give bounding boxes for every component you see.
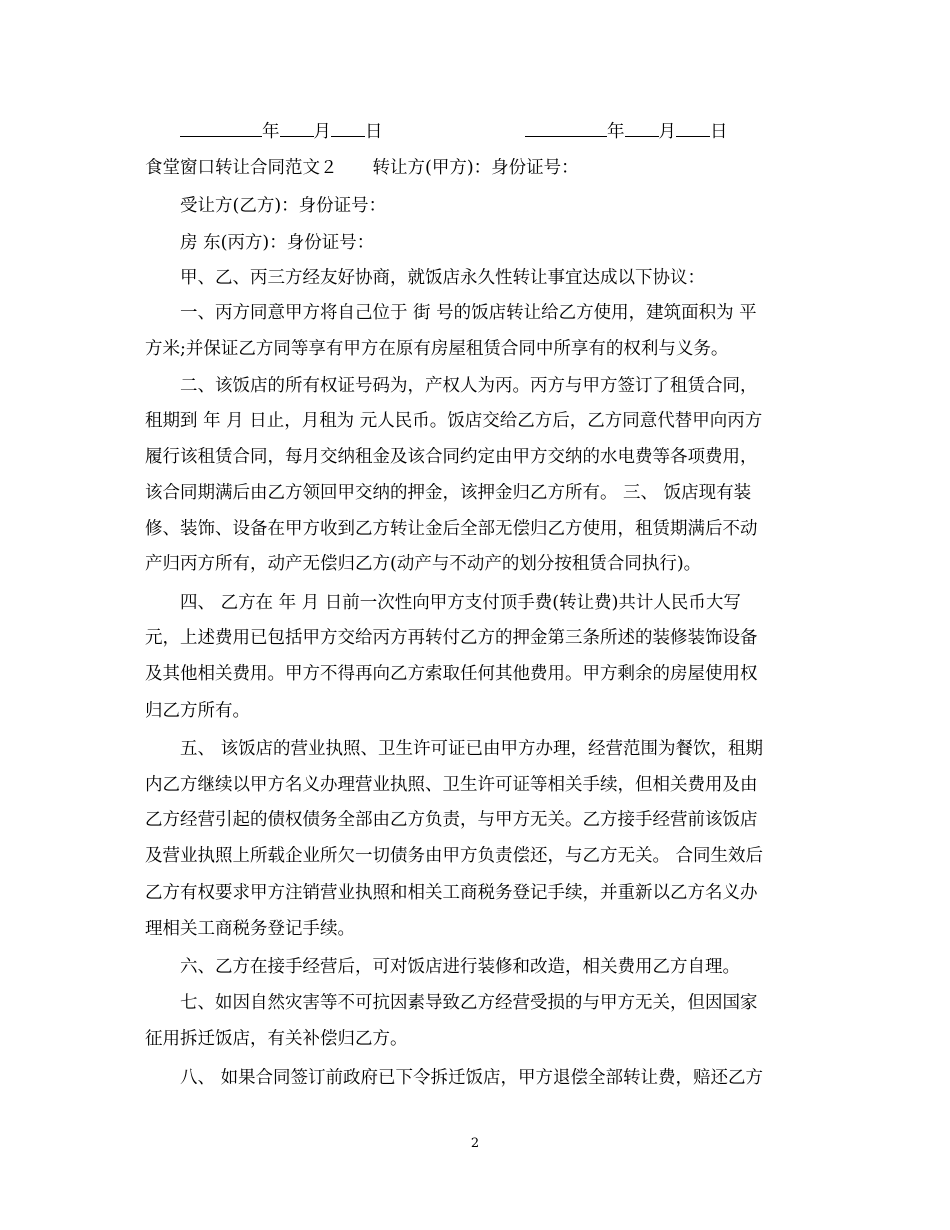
clause-5-line-3: 乙方经营引起的债权债务全部由乙方负责，与甲方无关。乙方接手经营前该饭店 bbox=[145, 810, 758, 830]
clause-3-line-1: 修、装饰、设备在甲方收到乙方转让金后全部无偿归乙方使用，租赁期满后不动 bbox=[145, 519, 758, 539]
year-blank bbox=[525, 118, 607, 137]
clause-4-line-3: 及其他相关费用。甲方不得再向乙方索取任何其他费用。甲方剩余的房屋使用权 bbox=[145, 664, 758, 684]
date-line-left bbox=[180, 118, 383, 144]
clause-5-line-4: 及营业执照上所载企业所欠一切债务由甲方负责偿还，与乙方无关。 合同生效后 bbox=[145, 846, 764, 866]
landlord-line: 房 东(丙方)：身份证号： bbox=[180, 233, 375, 253]
clause-1-line-2: 方米;并保证乙方同等享有甲方在原有房屋租赁合同中所享有的权利与义务。 bbox=[145, 339, 729, 359]
clause-2-line-1: 二、该饭店的所有权证号码为，产权人为丙。丙方与甲方签订了租赁合同， bbox=[180, 376, 758, 396]
clause-4-line-4: 归乙方所有。 bbox=[145, 701, 250, 721]
clause-4-line-2: 元，上述费用已包括甲方交给丙方再转付乙方的押金第三条所述的装修装饰设备 bbox=[145, 628, 758, 648]
clause-2-line-2: 租期到 年 月 日止，月租为 元人民币。饭店交给乙方后，乙方同意代替甲向丙方 bbox=[145, 411, 763, 431]
month-blank bbox=[280, 118, 314, 137]
clause-2-line-3: 履行该租赁合同，每月交纳租金及该合同约定由甲方交纳的水电费等各项费用， bbox=[145, 447, 758, 467]
clause-2-line-4: 该合同期满后由乙方领回甲交纳的押金，该押金归乙方所有。 三、 饭店现有装 bbox=[145, 483, 752, 503]
year-label: 年 bbox=[607, 122, 625, 142]
year-label: 年 bbox=[262, 122, 280, 142]
preamble-line: 甲、乙、丙三方经友好协商，就饭店永久性转让事宜达成以下协议： bbox=[180, 268, 705, 288]
clause-7-line-1: 七、如因自然灾害等不可抗因素导致乙方经营受损的与甲方无关，但因国家 bbox=[180, 993, 758, 1013]
clause-1-line-1: 一、丙方同意甲方将自己位于 街 号的饭店转让给乙方使用，建筑面积为 平 bbox=[180, 303, 757, 323]
clause-5-line-6: 理相关工商税务登记手续。 bbox=[145, 919, 355, 939]
clause-5-line-2: 内乙方继续以甲方名义办理营业执照、卫生许可证等相关手续，但相关费用及由 bbox=[145, 775, 758, 795]
day-label: 日 bbox=[710, 122, 728, 142]
month-blank bbox=[625, 118, 659, 137]
clause-7-line-2: 征用拆迁饭店，有关补偿归乙方。 bbox=[145, 1029, 408, 1049]
month-label: 月 bbox=[313, 122, 331, 142]
page-number: 2 bbox=[470, 1136, 480, 1151]
clause-3-line-2: 产归丙方所有，动产无偿归乙方(动产与不动产的划分按租赁合同执行)。 bbox=[145, 554, 702, 574]
date-line-right bbox=[525, 118, 728, 144]
clause-5-line-5: 乙方有权要求甲方注销营业执照和相关工商税务登记手续，并重新以乙方名义办 bbox=[145, 883, 758, 903]
day-blank bbox=[676, 118, 710, 137]
clause-6-line-1: 六、乙方在接手经营后，可对饭店进行装修和改造，相关费用乙方自理。 bbox=[180, 957, 740, 977]
day-blank bbox=[331, 118, 365, 137]
month-label: 月 bbox=[658, 122, 676, 142]
title-and-transferor-line: 食堂窗口转让合同范文２ 转让方(甲方)：身份证号： bbox=[145, 158, 579, 178]
year-blank bbox=[180, 118, 262, 137]
clause-5-line-1: 五、 该饭店的营业执照、卫生许可证已由甲方办理，经营范围为餐饮，租期 bbox=[180, 739, 764, 759]
clause-4-line-1: 四、 乙方在 年 月 日前一次性向甲方支付顶手费(转让费)共计人民币大写 bbox=[180, 593, 741, 613]
transferee-line: 受让方(乙方)：身份证号： bbox=[180, 196, 387, 216]
clause-8-line-1: 八、 如果合同签订前政府已下令拆迁饭店，甲方退偿全部转让费，赔还乙方 bbox=[180, 1068, 764, 1088]
day-label: 日 bbox=[365, 122, 383, 142]
